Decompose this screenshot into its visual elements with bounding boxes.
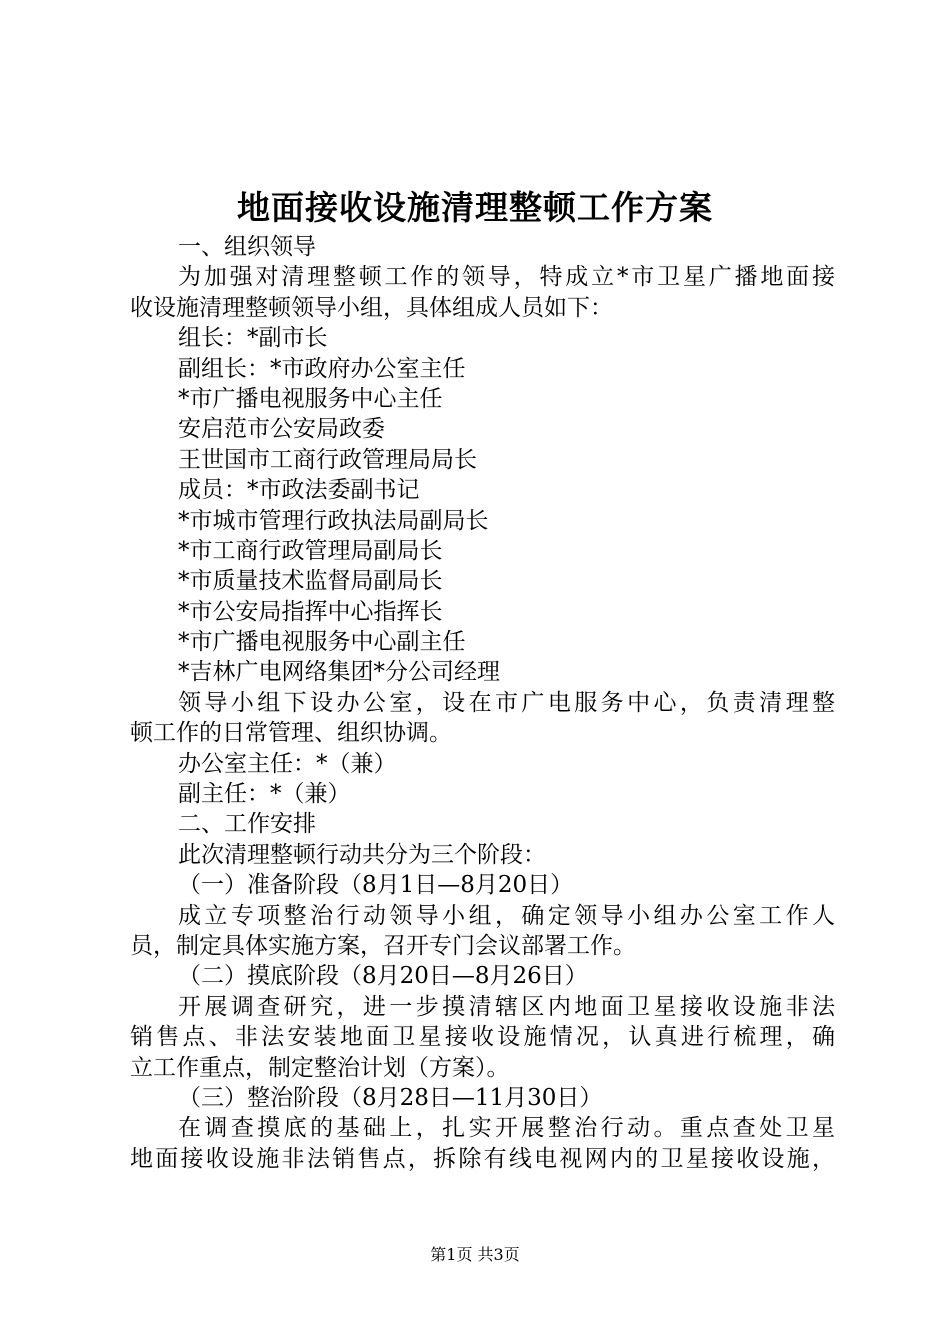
section-heading-organization: 一、组织领导: [178, 234, 316, 260]
member-line: *市广播电视服务中心主任: [178, 385, 443, 412]
member-line: 王世国市工商行政管理局局长: [178, 446, 477, 473]
paragraph-line: 为加强对清理整顿工作的领导，特成立*市卫星广播地面接: [178, 264, 835, 291]
paragraph-line: 地面接收设施非法销售点，拆除有线电视网内的卫星接收设施，: [130, 1145, 835, 1172]
paragraph-line: 顿工作的日常管理、组织协调。: [130, 720, 452, 747]
member-line: 组长：*副市长: [178, 325, 328, 352]
paragraph-line: 领导小组下设办公室，设在市广电服务中心，负责清理整: [178, 689, 835, 716]
member-line: *市质量技术监督局副局长: [178, 568, 443, 595]
document-title: 地面接收设施清理整顿工作方案: [237, 188, 713, 227]
member-line: *市工商行政管理局副局长: [178, 537, 443, 564]
page-number-footer: 第1页 共3页: [430, 1245, 520, 1264]
paragraph-line: 销售点、非法安装地面卫星接收设施情况，认真进行梳理，确: [130, 1024, 835, 1051]
stage-heading: （一）准备阶段（8月1日—8月20日）: [178, 872, 574, 899]
stage-heading: （二）摸底阶段（8月20日—8月26日）: [178, 963, 588, 990]
member-line: 副主任：*（兼）: [178, 781, 351, 808]
paragraph-line: 立工作重点，制定整治计划（方案）。: [130, 1054, 510, 1081]
member-line: 副组长：*市政府办公室主任: [178, 355, 466, 382]
section-heading-arrangement: 二、工作安排: [178, 811, 316, 838]
document-body: [130, 232, 835, 1174]
paragraph-line: 此次清理整顿行动共分为三个阶段：: [178, 841, 546, 868]
member-line: 办公室主任：*（兼）: [178, 750, 397, 777]
paragraph-line: 开展调查研究，进一步摸清辖区内地面卫星接收设施非法: [178, 993, 835, 1020]
member-line: *吉林广电网络集团*分公司经理: [178, 659, 500, 686]
stage-heading: （三）整治阶段（8月28日—11月30日）: [178, 1084, 603, 1111]
paragraph-line: 在调查摸底的基础上，扎实开展整治行动。重点查处卫星: [178, 1115, 835, 1142]
member-line: *市公安局指挥中心指挥长: [178, 598, 443, 625]
member-line: 安启范市公安局政委: [178, 416, 385, 443]
member-line: 成员：*市政法委副书记: [178, 477, 420, 504]
member-line: *市城市管理行政执法局副局长: [178, 507, 489, 534]
paragraph-line: 成立专项整治行动领导小组，确定领导小组办公室工作人: [178, 902, 835, 929]
member-line: *市广播电视服务中心副主任: [178, 629, 466, 656]
paragraph-line: 员，制定具体实施方案，召开专门会议部署工作。: [130, 932, 636, 959]
paragraph-line: 收设施清理整顿领导小组，具体组成人员如下：: [130, 294, 613, 321]
